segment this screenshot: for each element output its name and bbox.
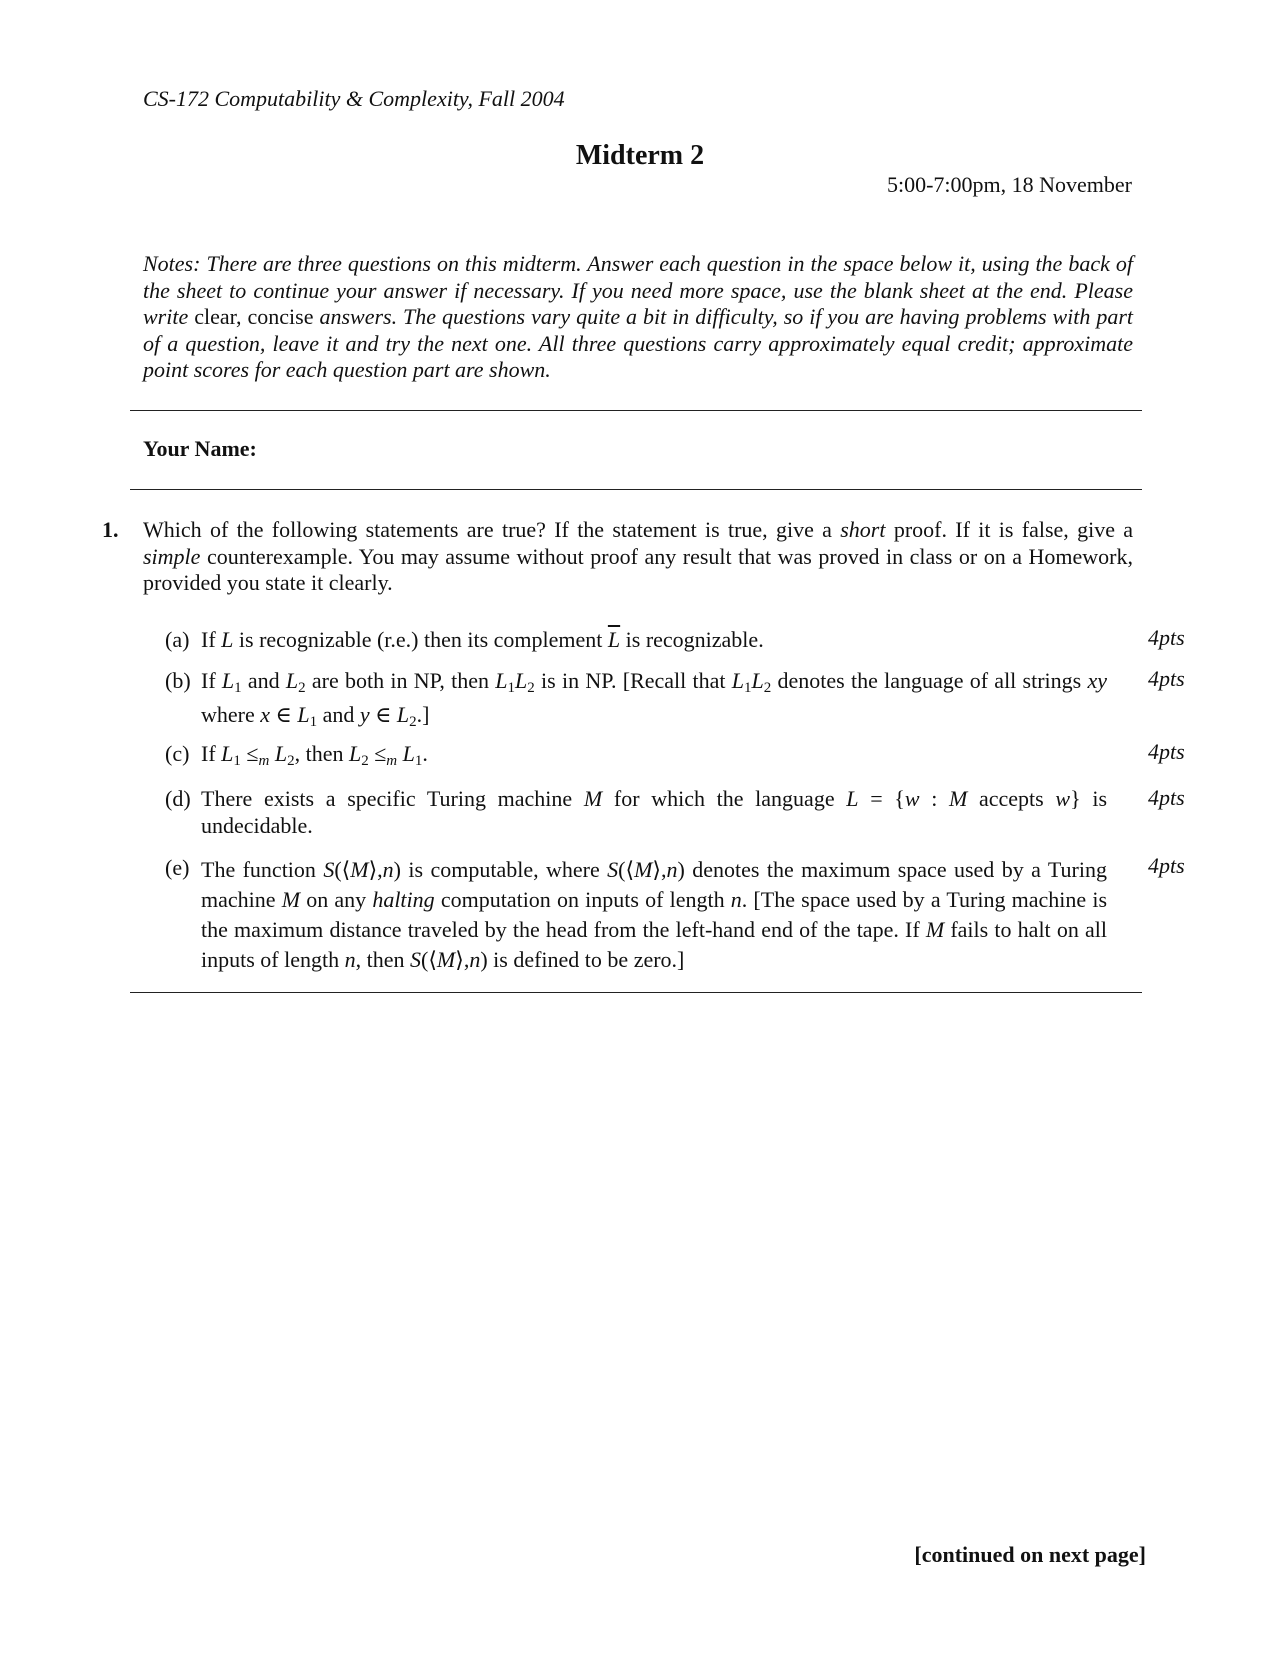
exam-time: 5:00-7:00pm, 18 November bbox=[886, 172, 1132, 197]
part-text: There exists a specific Turing machine M for which the language L = {w : M accepts w} is undecidable. bbox=[201, 786, 1108, 838]
part-label: (a) bbox=[165, 627, 190, 652]
part-text: If $L_1 \le_m$ $L_2$, then $L_2 \le_m$ $L_1$. bbox=[201, 741, 428, 769]
divider-top bbox=[130, 410, 1142, 411]
points-label: 4pts bbox=[1148, 739, 1185, 764]
part-label: (d) bbox=[165, 786, 191, 811]
question-part-e bbox=[165, 855, 1110, 975]
name-label: Your Name: bbox=[143, 436, 257, 461]
points-label: 4pts bbox=[1148, 853, 1185, 878]
divider-bottom bbox=[130, 992, 1142, 993]
part-label: (e) bbox=[165, 855, 190, 880]
part-text: If $L_1$ and $L_2$ are both in NP, then $L_1L_2$ is in NP. [Recall that $L_1L_2$ denotes the language of all strings xy where x ∈ $L_1$ and y ∈ $L_2$.] bbox=[201, 668, 1107, 730]
question-part-b bbox=[165, 668, 1110, 730]
continued-note: [continued on next page] bbox=[914, 1542, 1146, 1567]
exam-notes: Notes: There are three questions on this midterm. Answer each question in the space below it, using the back of the sheet to continue your answer if necessary. If you need more space, use the blank sheet at the end. Please write clear, concise answers. The questions vary quite a bit in difficulty, so if you are having problems with part of a question, leave it and try the next one. All three questions carry approximately equal credit; approximate point scores for each question part are shown. bbox=[143, 251, 1134, 382]
divider-name bbox=[130, 489, 1142, 490]
points-label: 4pts bbox=[1148, 666, 1185, 691]
points-label: 4pts bbox=[1148, 625, 1185, 650]
part-label: (b) bbox=[165, 668, 191, 693]
question-intro: Which of the following statements are true? If the statement is true, give a short proof. If it is false, give a simple counterexample. You may assume without proof any result that was proved in class or on a Homework, provided you state it clearly. bbox=[143, 517, 1134, 595]
course-header: CS-172 Computability & Complexity, Fall 2004 bbox=[143, 86, 565, 111]
question-part-d bbox=[165, 786, 1110, 842]
question-part-c bbox=[165, 741, 1110, 769]
part-text: The function S(⟨M⟩,n) is computable, where S(⟨M⟩,n) denotes the maximum space used by a Turing machine M on any halting computation on inputs of length n. [The space used by a Turing machine is the maximum distance traveled by the head from the left-hand end of the tape. If M fails to halt on all inputs of length n, then S(⟨M⟩,n) is defined to be zero.] bbox=[201, 857, 1108, 972]
points-label: 4pts bbox=[1148, 785, 1185, 810]
part-label: (c) bbox=[165, 741, 190, 766]
page-title: Midterm 2 bbox=[575, 140, 705, 171]
part-text: If L is recognizable (r.e.) then its complement $\overline{L}$ is recognizable. bbox=[201, 627, 764, 652]
question-part-a bbox=[165, 627, 1110, 655]
question-number: 1. bbox=[102, 517, 119, 542]
